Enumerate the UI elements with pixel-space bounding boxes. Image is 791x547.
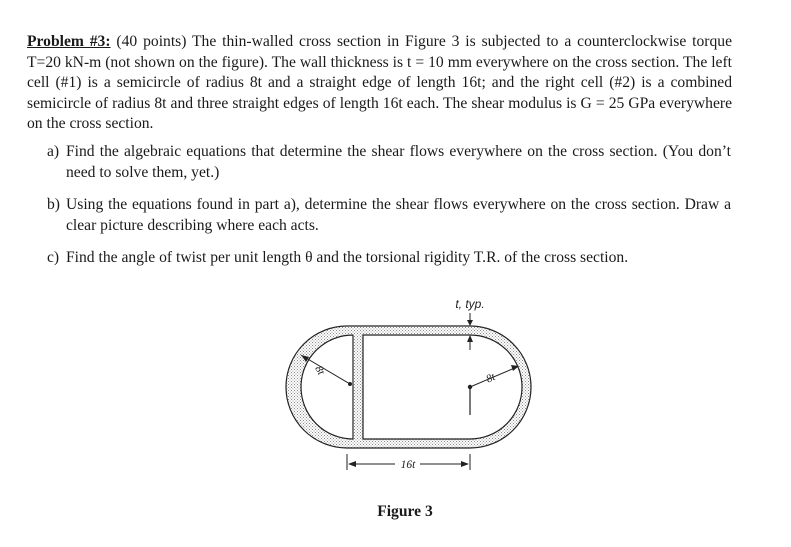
part-label: a) [47,143,60,160]
part-label: c) [47,249,60,267]
right-cell [363,335,522,439]
part-text: Using the equations found in part a), determine the shear flows everywhere on the cross section. Draw a clear picture describing where each acts. [66,196,731,234]
part-text: Find the algebraic equations that determine the shear flows everywhere on the cross section. (You don’t need to solve them, yet.) [66,143,731,181]
thickness-label: t, typ. [455,297,485,311]
thin-wall-section [286,326,531,448]
part-text: Find the angle of twist per unit length θ and the torsional rigidity T.R. of the cross section. [66,249,629,267]
length-label: 16t [400,459,416,471]
radius-label-right: 8t [484,371,498,386]
problem-label: Problem #3: [27,33,111,50]
part-label: b) [47,196,60,214]
figure-caption: Figure 3 [377,503,433,520]
radius-label-left: 8t [312,363,327,378]
length-dimension [347,454,470,471]
problem-text: (40 points) The thin-walled cross section in Figure 3 is subjected to a counterclockwise torque T=20 kN-m (not shown on the figure). The wall thickness is t = 10 mm everywhere on the cross section. The left cell (#1) is a semicircle of radius 8t and a straight edge of length 16t; and the right cell (#2) is a combined semicircle of radius 8t and three straight edges of length 16t each. The shear modulus is G = 25 GPa everywhere on the cross section. [27,33,732,133]
